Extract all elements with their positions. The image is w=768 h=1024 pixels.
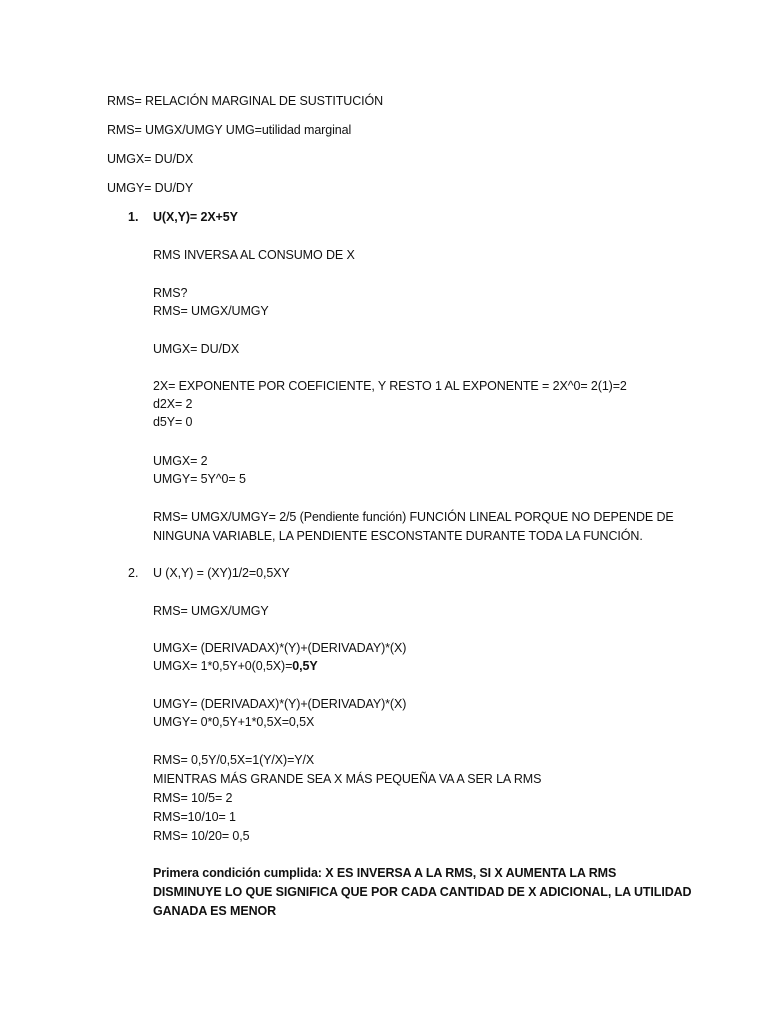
- item1-line: NINGUNA VARIABLE, LA PENDIENTE ESCONSTANTE DURANTE TODA LA FUNCIÓN.: [153, 529, 643, 543]
- item1-line: RMS?: [153, 286, 188, 300]
- item2-line: RMS= 10/5= 2: [153, 791, 233, 805]
- item1-line: UMGY= 5Y^0= 5: [153, 472, 246, 486]
- item2-heading: U (X,Y) = (XY)1/2=0,5XY: [153, 566, 290, 580]
- item1-line: RMS INVERSA AL CONSUMO DE X: [153, 248, 355, 262]
- list-number-1: 1.: [128, 210, 139, 224]
- definition-rms: RMS= RELACIÓN MARGINAL DE SUSTITUCIÓN: [107, 94, 384, 108]
- definition-umgy: UMGY= DU/DY: [107, 181, 194, 195]
- item1-heading: U(X,Y)= 2X+5Y: [153, 210, 238, 224]
- item2-line: RMS= UMGX/UMGY: [153, 604, 269, 618]
- definition-rms-formula: RMS= UMGX/UMGY UMG=utilidad marginal: [107, 123, 352, 137]
- item2-line-bold: 0,5Y: [292, 659, 318, 673]
- conclusion-line: Primera condición cumplida: X ES INVERSA A LA RMS, SI X AUMENTA LA RMS: [153, 866, 617, 880]
- item2-line: UMGX= (DERIVADAX)*(Y)+(DERIVADAY)*(X): [153, 641, 407, 655]
- item1-line: d2X= 2: [153, 397, 193, 411]
- item2-line: [153, 657, 318, 675]
- item2-line: MIENTRAS MÁS GRANDE SEA X MÁS PEQUEÑA VA A SER LA RMS: [153, 772, 542, 786]
- item2-line: RMS= 0,5Y/0,5X=1(Y/X)=Y/X: [153, 753, 315, 767]
- item1-line: 2X= EXPONENTE POR COEFICIENTE, Y RESTO 1 AL EXPONENTE = 2X^0= 2(1)=2: [153, 379, 627, 393]
- definition-umgx: UMGX= DU/DX: [107, 152, 194, 166]
- item2-line: RMS= 10/20= 0,5: [153, 829, 250, 843]
- item2-line-text: UMGX= 1*0,5Y+0(0,5X)=: [153, 659, 293, 673]
- conclusion-line: GANADA ES MENOR: [153, 904, 277, 918]
- list-number-2: 2.: [128, 566, 139, 580]
- item2-line: RMS=10/10= 1: [153, 810, 236, 824]
- item1-line: d5Y= 0: [153, 415, 193, 429]
- item2-line: UMGY= (DERIVADAX)*(Y)+(DERIVADAY)*(X): [153, 697, 407, 711]
- item1-line: RMS= UMGX/UMGY= 2/5 (Pendiente función) FUNCIÓN LINEAL PORQUE NO DEPENDE DE: [153, 510, 674, 524]
- item1-line: RMS= UMGX/UMGY: [153, 304, 269, 318]
- item1-line: UMGX= DU/DX: [153, 342, 240, 356]
- item2-line: UMGY= 0*0,5Y+1*0,5X=0,5X: [153, 715, 315, 729]
- conclusion-line: DISMINUYE LO QUE SIGNIFICA QUE POR CADA CANTIDAD DE X ADICIONAL, LA UTILIDAD: [153, 885, 692, 899]
- item1-line: UMGX= 2: [153, 454, 208, 468]
